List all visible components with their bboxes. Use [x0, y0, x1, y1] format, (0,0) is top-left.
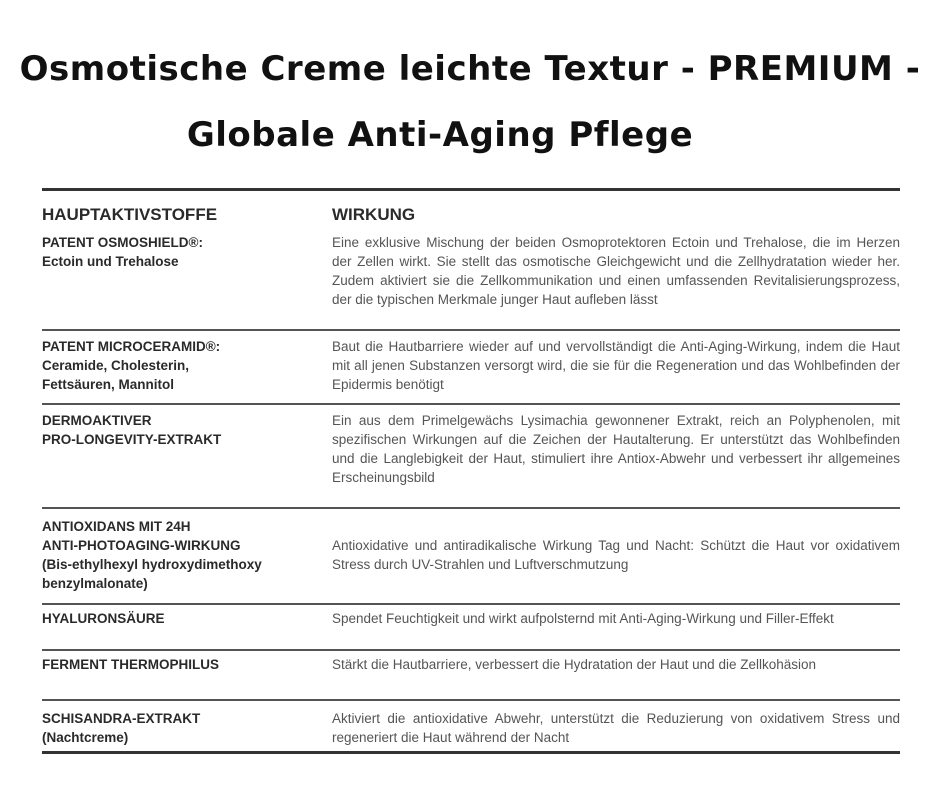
- table-body: [42, 229, 900, 751]
- ingredient-cell: [42, 337, 332, 403]
- effect-cell: Antioxidative und antiradikalische Wirkung Tag und Nacht: Schützt die Haut vor oxidativem Stress durch UV-Strahlen und Luftverschmutzung: [332, 538, 900, 572]
- ingredient-line: (Nachtcreme): [42, 730, 129, 745]
- ingredient-line: HYALURONSÄURE: [42, 611, 165, 626]
- page-title: [0, 36, 940, 168]
- table-row: [42, 405, 900, 509]
- table-row: [42, 331, 900, 405]
- table-row: [42, 651, 900, 701]
- ingredient-cell: [42, 411, 332, 507]
- header-effect: WIRKUNG: [332, 205, 416, 224]
- table-row: [42, 229, 900, 331]
- ingredient-line: ANTI-PHOTOAGING-WIRKUNG: [42, 538, 241, 553]
- ingredient-line: (Bis-ethylhexyl hydroxydimethoxy: [42, 557, 262, 572]
- ingredient-line: SCHISANDRA-EXTRAKT: [42, 711, 201, 726]
- effect-cell: Baut die Hautbarriere wieder auf und vervollständigt die Anti-Aging-Wirkung, indem die Haut mit all jenen Substanzen versorgt wird, die sie für die Regeneration und das Wohlbefinden der Epidermis benötigt: [332, 339, 900, 392]
- ingredient-line: DERMOAKTIVER: [42, 413, 152, 428]
- ingredient-line: Ectoin und Trehalose: [42, 254, 179, 269]
- ingredient-cell: [42, 609, 332, 649]
- ingredient-cell: [42, 655, 332, 699]
- title-line-2: Globale Anti-Aging Pflege: [186, 115, 694, 155]
- title-line-1: Osmotische Creme leichte Textur - PREMIUM -: [19, 49, 921, 89]
- table-row: [42, 701, 900, 751]
- ingredient-line: PRO-LONGEVITY-EXTRAKT: [42, 432, 222, 447]
- ingredient-line: ANTIOXIDANS MIT 24H: [42, 519, 191, 534]
- table-row: [42, 509, 900, 605]
- effect-cell: Eine exklusive Mischung der beiden Osmoprotektoren Ectoin und Trehalose, die im Herzen der Zellen wirkt. Sie stellt das osmotische Gleichgewicht und die Zellhydratation wieder her. Zudem aktiviert sie die Zellkommunikation und einen umfassenden Revitalisierungsprozess, der die typischen Merkmale junger Haut aufleben lässt: [332, 235, 900, 307]
- table-header-row: [42, 191, 900, 229]
- ingredient-cell: [42, 233, 332, 329]
- ingredient-line: FERMENT THERMOPHILUS: [42, 657, 219, 672]
- ingredient-line: Fettsäuren, Mannitol: [42, 377, 175, 392]
- table-bottom-rule: [42, 751, 900, 754]
- ingredient-line: PATENT OSMOSHIELD®:: [42, 235, 203, 250]
- table-row: [42, 605, 900, 651]
- ingredient-line: PATENT MICROCERAMID®:: [42, 339, 221, 354]
- effect-cell: Spendet Feuchtigkeit und wirkt aufpolsternd mit Anti-Aging-Wirkung und Filler-Effekt: [332, 611, 834, 626]
- ingredient-cell: [42, 517, 332, 593]
- ingredient-line: Ceramide, Cholesterin,: [42, 358, 190, 373]
- effect-cell: Ein aus dem Primelgewächs Lysimachia gewonnener Extrakt, reich an Polyphenolen, mit spezifischen Wirkungen auf die Zeichen der Hautalterung. Er unterstützt das Wohlbefinden und die Langlebigkeit der Haut, stimuliert ihre Antiox-Abwehr und verbessert ihr allgemeines Erscheinungsbild: [332, 413, 900, 485]
- ingredients-table: [42, 188, 900, 754]
- effect-cell: Aktiviert die antioxidative Abwehr, unterstützt die Reduzierung von oxidativem Stress und regeneriert die Haut während der Nacht: [332, 711, 900, 745]
- effect-cell: Stärkt die Hautbarriere, verbessert die Hydratation der Haut und die Zellkohäsion: [332, 657, 817, 672]
- ingredient-line: benzylmalonate): [42, 576, 148, 591]
- header-ingredients: HAUPTAKTIVSTOFFE: [42, 205, 218, 224]
- ingredient-cell: [42, 709, 332, 751]
